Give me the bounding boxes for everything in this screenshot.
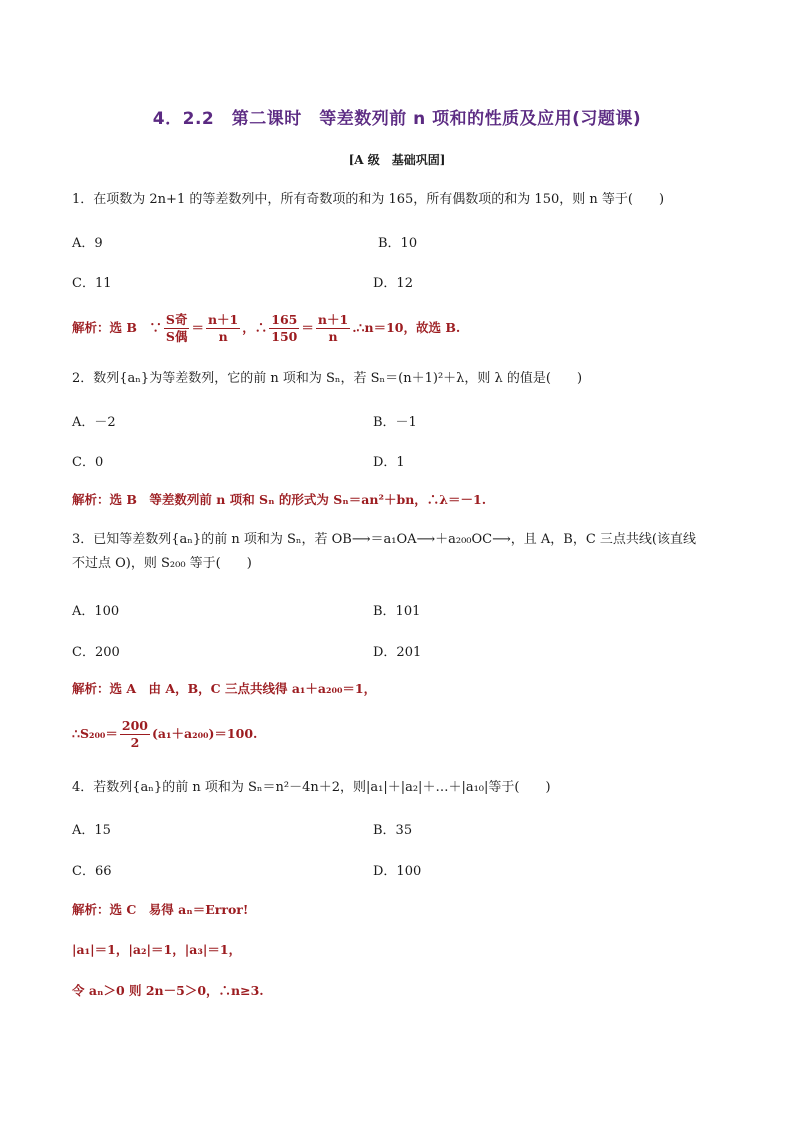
option-d: D．201	[373, 645, 422, 660]
solution-1	[72, 312, 732, 345]
question-stem: 若数列{aₙ}的前 n 项和为 Sₙ＝n²－4n＋2，则|a₁|＋|a₂|＋…＋|a₁₀|等于( )	[93, 780, 551, 795]
question-4	[72, 776, 732, 800]
solution-suffix: .∴n＝10，故选 B.	[352, 320, 461, 335]
fraction-n-2	[316, 312, 350, 345]
option-a: A．9	[72, 236, 103, 251]
fraction-odd-even	[164, 312, 190, 345]
option-a: A．－2	[72, 415, 116, 430]
option-c: C．200	[72, 645, 120, 660]
question-stem-line-1: 3．已知等差数列{aₙ}的前 n 项和为 Sₙ，若 OB⟶＝a₁OA⟶＋a₂₀₀OC⟶，且 A，B，C 三点共线(该直线	[72, 532, 696, 547]
fraction-numerator: n＋1	[317, 312, 349, 327]
question-3	[72, 528, 732, 576]
option-b: B．101	[373, 604, 421, 619]
option-a: A．100	[72, 604, 120, 619]
solution-4-line-3: 令 aₙ＞0 则 2n－5＞0，∴n≥3.	[72, 983, 264, 998]
option-a: A．15	[72, 823, 111, 838]
question-number: 2．	[72, 371, 94, 386]
question-1	[72, 188, 732, 212]
equals-sign: ＝	[301, 320, 314, 335]
solution-3-line-1: 解析：选 A 由 A，B，C 三点共线得 a₁＋a₂₀₀＝1，	[72, 681, 377, 696]
fraction-numerator: S奇	[165, 312, 188, 327]
solution-4-line-2: |a₁|＝1，|a₂|＝1，|a₃|＝1，	[72, 942, 242, 957]
question-stem: 在项数为 2n+1 的等差数列中，所有奇数项的和为 165，所有偶数项的和为 150，则 n 等于( )	[93, 192, 665, 207]
fraction-numerator: 165	[271, 312, 298, 327]
option-b: B．－1	[373, 415, 417, 430]
question-number: 1．	[72, 192, 94, 207]
option-c: C．11	[72, 276, 112, 291]
question-number: 3．	[72, 532, 94, 547]
fraction-200-over-2	[120, 718, 150, 751]
option-b: B．10	[378, 236, 418, 251]
fraction-numerator: 200	[121, 718, 148, 733]
fraction-denominator: 150	[271, 329, 298, 344]
fraction-denominator: 2	[130, 735, 140, 750]
question-stem: 数列{aₙ}为等差数列，它的前 n 项和为 Sₙ，若 Sₙ＝(n＋1)²＋λ，则 λ 的值是( )	[93, 371, 583, 386]
question-stem-line-2: 不过点 O)，则 S₂₀₀ 等于( )	[72, 556, 252, 571]
solution-prefix: 解析：选 B ∵	[72, 320, 162, 335]
option-b: B．35	[373, 823, 413, 838]
fraction-numerator: n＋1	[207, 312, 239, 327]
fraction-denominator: n	[218, 329, 228, 344]
option-d: D．1	[373, 455, 405, 470]
fraction-n	[206, 312, 240, 345]
fraction-values	[269, 312, 299, 345]
page-title: 4．2.2 第二课时 等差数列前 n 项和的性质及应用(习题课)	[152, 109, 642, 129]
option-d: D．12	[373, 276, 413, 291]
solution-4-line-1: 解析：选 C 易得 aₙ＝Error!	[72, 902, 249, 917]
solution-suffix: (a₁＋a₂₀₀)＝100.	[152, 726, 258, 741]
option-c: C．66	[72, 864, 112, 879]
question-2	[72, 367, 732, 391]
equals-sign: ＝	[191, 320, 204, 335]
fraction-denominator: S偶	[165, 329, 188, 344]
option-d: D．100	[373, 864, 422, 879]
option-c: C．0	[72, 455, 104, 470]
solution-2: 解析：选 B 等差数列前 n 项和 Sₙ 的形式为 Sₙ＝an²＋bn，∴λ＝－1.	[72, 492, 487, 507]
solution-mid: ，∴	[242, 320, 268, 335]
solution-prefix: ∴S₂₀₀＝	[72, 726, 118, 741]
section-level: [A 级 基础巩固]	[348, 153, 446, 167]
solution-3-line-2	[72, 718, 732, 751]
question-number: 4．	[72, 780, 94, 795]
fraction-denominator: n	[328, 329, 338, 344]
